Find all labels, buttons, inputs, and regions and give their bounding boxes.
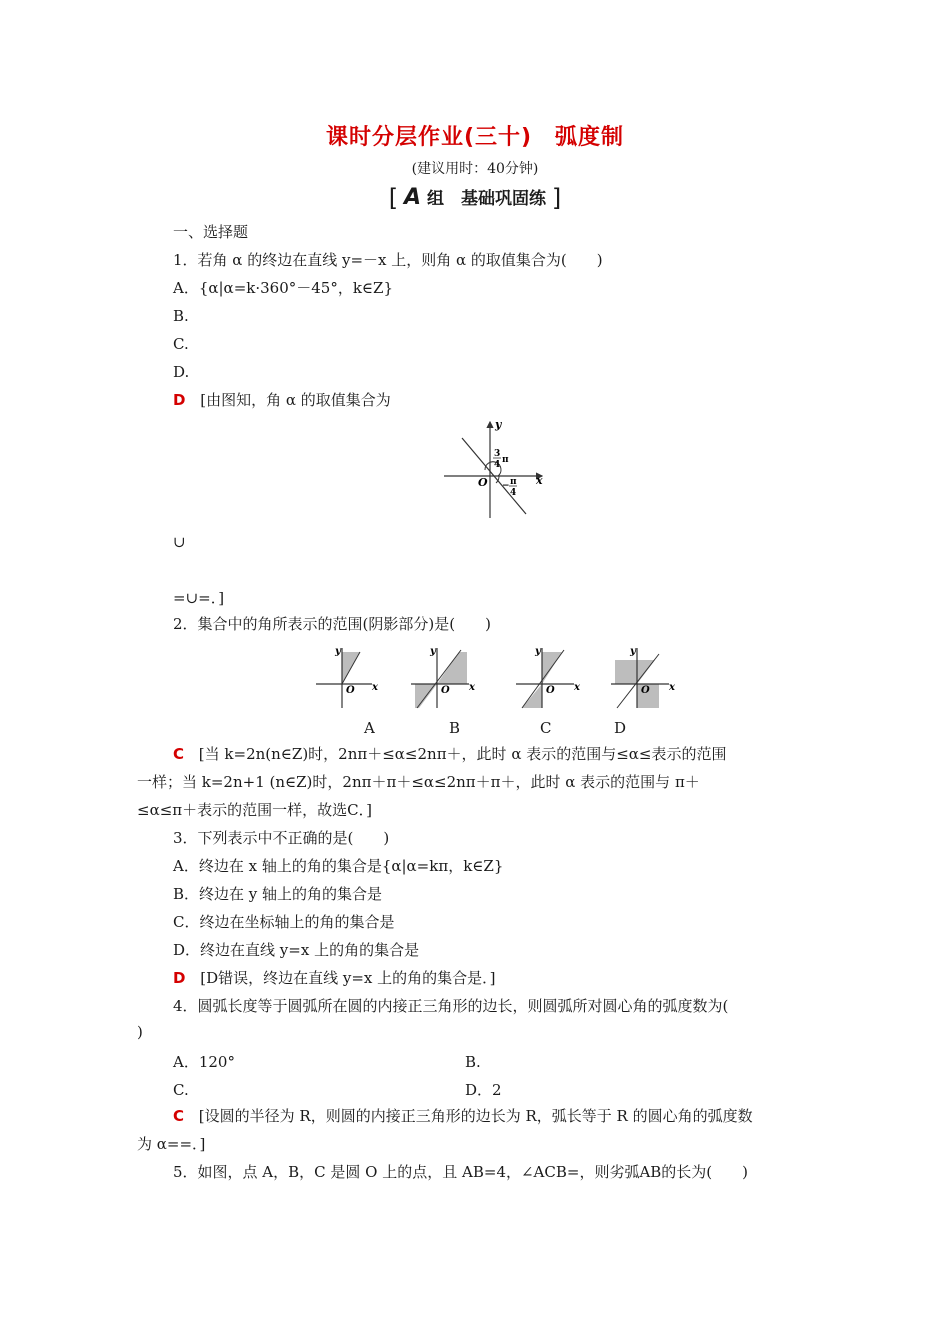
q3-option-b: B．终边在 y 轴上的角的集合是 — [173, 885, 383, 903]
q1-option-a: A．{α|α=k·360°－45°，k∈Z} — [173, 279, 393, 297]
q2-figures — [312, 646, 692, 710]
q1-angle1-num: 3 — [494, 449, 501, 459]
q4-option-b: B. — [465, 1053, 481, 1071]
q1-y-label: y — [495, 418, 502, 431]
q3-option-d: D．终边在直线 y=x 上的角的集合是 — [173, 941, 420, 959]
q1-option-c: C. — [173, 335, 189, 353]
q3-answer: D — [173, 969, 186, 987]
q1-option-d: D. — [173, 363, 190, 381]
suggested-time: (建议用时：40分钟) — [411, 161, 539, 177]
q2-b-y: y — [430, 646, 436, 657]
q2-b-o: O — [441, 685, 450, 696]
q1-explain: [由图知，角 α 的取值集合为 — [200, 391, 391, 409]
q2-c-y: y — [535, 646, 541, 657]
q2-d-o: O — [641, 685, 650, 696]
q2-c-x: x — [574, 682, 580, 693]
q2-c-o: O — [546, 685, 555, 696]
q1-answer: D — [173, 391, 186, 409]
q4-stem-2: ) — [137, 1023, 143, 1041]
q2-label-c: C — [540, 719, 552, 737]
q2-answer: C — [173, 745, 185, 763]
group-letter: A — [404, 185, 422, 210]
q3-option-c: C．终边在坐标轴上的角的集合是 — [173, 913, 395, 931]
q2-a-x: x — [372, 682, 378, 693]
q2-label-a: A — [364, 719, 375, 737]
q1-angle2-den: 4 — [510, 488, 517, 498]
q1-figure — [440, 418, 550, 520]
q2-option-b-figure — [411, 646, 476, 708]
q1-union: ∪ — [173, 533, 186, 551]
q1-answer-line — [173, 390, 391, 410]
q1-angle2-num: π — [510, 477, 517, 487]
q2-explain-2: 一样；当 k=2n+1 (n∈Z)时，2nπ＋π＋≤α≤2nπ＋π＋，此时 α 表示的范围与 π＋ — [137, 773, 700, 791]
q4-option-d: D．2 — [465, 1081, 502, 1099]
q3-answer-line — [173, 968, 496, 988]
q1-origin-label: O — [478, 476, 488, 489]
q2-label-b: B — [449, 719, 461, 737]
q2-d-x: x — [669, 682, 675, 693]
q1-option-b: B. — [173, 307, 189, 325]
q1-tail: =∪=．] — [173, 589, 225, 607]
q2-b-x: x — [469, 682, 475, 693]
q1-stem: 1．若角 α 的终边在直线 y=－x 上，则角 α 的取值集合为( ) — [173, 251, 603, 269]
q4-answer-line — [173, 1106, 753, 1126]
q3-stem: 3．下列表示中不正确的是( ) — [173, 829, 390, 847]
q4-explain-2: 为 α==．] — [137, 1135, 206, 1153]
q2-option-d-figure — [611, 646, 676, 708]
q1-angle1-den: 4 — [494, 460, 501, 470]
q2-a-y: y — [335, 646, 341, 657]
q1-angle1-pi: π — [502, 455, 509, 465]
group-bracket-left: [ — [388, 184, 399, 212]
q4-option-c: C. — [173, 1081, 189, 1099]
group-label: 组 基础巩固练 — [426, 189, 546, 209]
q2-answer-line — [173, 744, 727, 764]
q2-label-d: D — [614, 719, 627, 737]
q5-stem: 5．如图，点 A，B，C 是圆 O 上的点，且 AB=4，∠ACB=，则劣弧AB的长为( ) — [173, 1163, 749, 1181]
q2-d-y: y — [630, 646, 636, 657]
q4-option-a: A．120° — [173, 1053, 235, 1071]
q1-x-label: x — [536, 474, 543, 487]
q2-stem: 2．集合中的角所表示的范围(阴影部分)是( ) — [173, 615, 491, 633]
q2-option-c-figure — [516, 646, 581, 708]
group-heading — [0, 184, 950, 212]
q2-a-o: O — [346, 685, 355, 696]
q3-option-a: A．终边在 x 轴上的角的集合是{α|α=kπ，k∈Z} — [173, 857, 504, 875]
q4-answer: C — [173, 1107, 185, 1125]
group-bracket-right: ] — [551, 184, 562, 212]
q3-explain: [D错误，终边在直线 y=x 上的角的集合是．] — [200, 969, 496, 987]
q2-option-a-figure — [316, 646, 379, 708]
section-heading: 一、选择题 — [173, 223, 249, 241]
q4-stem-1: 4．圆弧长度等于圆弧所在圆的内接正三角形的边长，则圆弧所对圆心角的弧度数为( — [173, 997, 729, 1015]
q2-explain-3: ≤α≤π＋表示的范围一样，故选C．] — [137, 801, 372, 819]
page-title: 课时分层作业(三十) 弧度制 — [325, 125, 625, 150]
q4-explain-1: [设圆的半径为 R，则圆的内接正三角形的边长为 R，弧长等于 R 的圆心角的弧度数 — [198, 1107, 753, 1125]
q2-explain-1: [当 k=2n(n∈Z)时，2nπ＋≤α≤2nπ＋，此时 α 表示的范围与≤α≤表示的范围 — [198, 745, 727, 763]
q1-angle2-minus: − — [502, 481, 510, 491]
